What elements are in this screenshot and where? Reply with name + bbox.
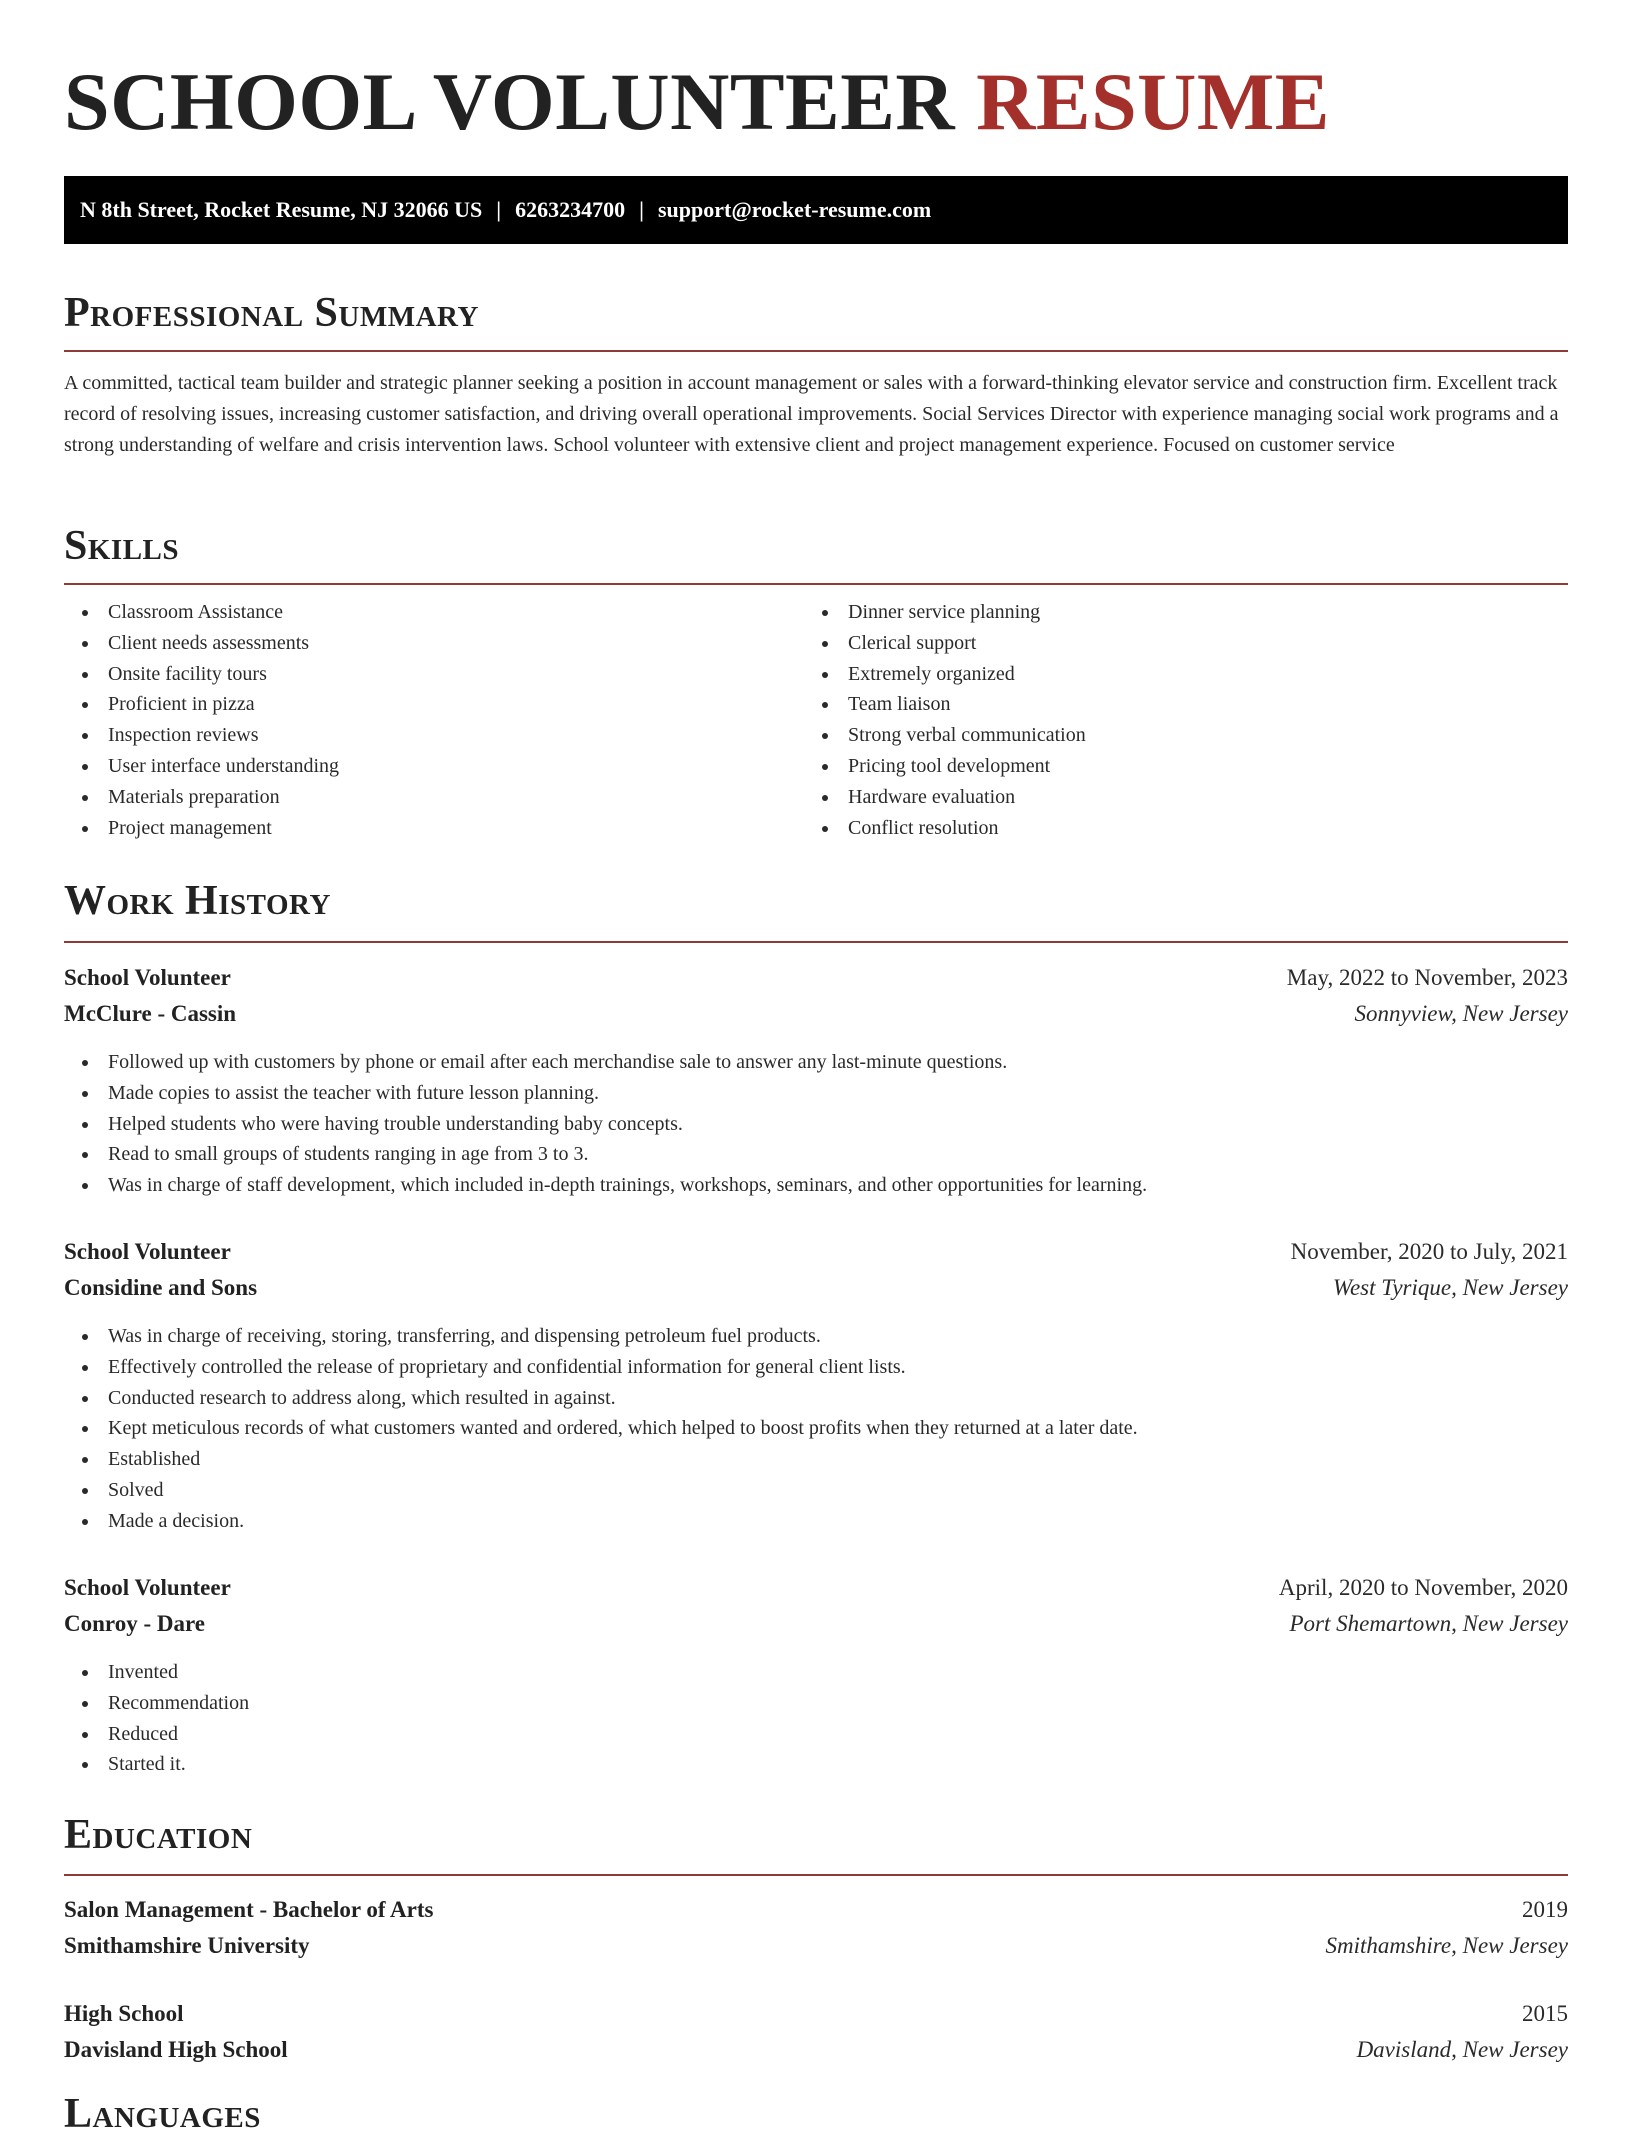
job-bullet: Made copies to assist the teacher with future lesson planning.: [64, 1078, 1147, 1109]
languages-heading: Languages: [64, 2091, 261, 2137]
education-school-row: [64, 2032, 1568, 2068]
education-degree-row: [64, 1996, 1568, 2032]
job-bullet: Invented: [64, 1657, 249, 1688]
skill-item: Extremely organized: [804, 659, 1086, 690]
job-location: Sonnyview, New Jersey: [1354, 1001, 1568, 1026]
job-bullets: [64, 1321, 1138, 1537]
skill-item: Strong verbal communication: [804, 720, 1086, 751]
education-school: Davisland High School: [64, 2037, 288, 2062]
job-bullet: Reduced: [64, 1719, 249, 1750]
education-school-row: [64, 1928, 1568, 1964]
job-bullet: Conducted research to address along, which resulted in against.: [64, 1383, 1138, 1414]
skill-item: Pricing tool development: [804, 751, 1086, 782]
job-bullet: Was in charge of staff development, which included in-depth trainings, workshops, seminars, and other opportunities for learning.: [64, 1170, 1147, 1201]
resume-title: [64, 52, 1330, 152]
job-header-row: [64, 960, 1568, 996]
title-main: SCHOOL VOLUNTEER: [64, 56, 956, 147]
job-dates: May, 2022 to November, 2023: [1286, 965, 1568, 990]
job-bullet: Started it.: [64, 1749, 249, 1780]
job-bullet: Was in charge of receiving, storing, transferring, and dispensing petroleum fuel products.: [64, 1321, 1138, 1352]
job-bullets: [64, 1047, 1147, 1201]
job-company-row: [64, 1606, 1568, 1642]
skill-item: Hardware evaluation: [804, 782, 1086, 813]
contact-separator: |: [639, 197, 644, 222]
contact-phone: 6263234700: [515, 197, 626, 222]
education-heading: Education: [64, 1812, 253, 1858]
skill-item: Classroom Assistance: [64, 597, 339, 628]
job-location: West Tyrique, New Jersey: [1332, 1275, 1568, 1300]
job-title: School Volunteer: [64, 1239, 231, 1264]
job-header-row: [64, 1234, 1568, 1270]
summary-heading: Professional Summary: [64, 290, 479, 336]
section-divider: [64, 583, 1568, 585]
job-bullets: [64, 1657, 249, 1780]
job-bullet: Effectively controlled the release of proprietary and confidential information for general client lists.: [64, 1352, 1138, 1383]
education-school: Smithamshire University: [64, 1933, 310, 1958]
skill-item: User interface understanding: [64, 751, 339, 782]
education-degree-row: [64, 1892, 1568, 1928]
job-bullet: Solved: [64, 1475, 1138, 1506]
section-divider: [64, 941, 1568, 943]
skills-list-right: [804, 597, 1086, 843]
job-company: McClure - Cassin: [64, 1001, 237, 1026]
title-accent: RESUME: [976, 56, 1330, 147]
job-dates: November, 2020 to July, 2021: [1290, 1239, 1568, 1264]
job-bullet: Helped students who were having trouble understanding baby concepts.: [64, 1109, 1147, 1140]
job-company: Considine and Sons: [64, 1275, 258, 1300]
education-year: 2015: [1522, 2001, 1568, 2026]
job-bullet: Read to small groups of students ranging in age from 3 to 3.: [64, 1139, 1147, 1170]
skill-item: Clerical support: [804, 628, 1086, 659]
work-history-heading: Work History: [64, 878, 331, 924]
job-bullet: Recommendation: [64, 1688, 249, 1719]
job-header-row: [64, 1570, 1568, 1606]
job-bullet: Followed up with customers by phone or email after each merchandise sale to answer any last-minute questions.: [64, 1047, 1147, 1078]
skill-item: Client needs assessments: [64, 628, 339, 659]
job-bullet: Made a decision.: [64, 1506, 1138, 1537]
section-divider: [64, 350, 1568, 352]
skills-list-left: [64, 597, 339, 843]
job-dates: April, 2020 to November, 2020: [1278, 1575, 1568, 1600]
job-bullet: Established: [64, 1444, 1138, 1475]
education-location: Smithamshire, New Jersey: [1325, 1933, 1568, 1958]
skill-item: Proficient in pizza: [64, 689, 339, 720]
job-title: School Volunteer: [64, 1575, 231, 1600]
skill-item: Dinner service planning: [804, 597, 1086, 628]
skills-heading: Skills: [64, 523, 180, 569]
skill-item: Materials preparation: [64, 782, 339, 813]
skill-item: Project management: [64, 813, 339, 844]
education-degree: Salon Management - Bachelor of Arts: [64, 1897, 434, 1922]
skill-item: Conflict resolution: [804, 813, 1086, 844]
section-divider: [64, 1874, 1568, 1876]
contact-address: N 8th Street, Rocket Resume, NJ 32066 US: [80, 197, 483, 222]
contact-email[interactable]: support@rocket-resume.com: [657, 197, 932, 222]
summary-text: A committed, tactical team builder and strategic planner seeking a position in account management or sales with a forward-thinking elevator service and construction firm. Excellent track record of resolving issues, increasing customer satisfaction, and driving overall operational improvements. Social Services Director with experience managing social work programs and a strong understanding of welfare and crisis intervention laws. School volunteer with extensive client and project management experience. Focused on customer service: [64, 372, 1559, 456]
contact-separator: |: [496, 197, 502, 222]
job-title: School Volunteer: [64, 965, 231, 990]
education-location: Davisland, New Jersey: [1356, 2037, 1568, 2062]
skill-item: Inspection reviews: [64, 720, 339, 751]
job-bullet: Kept meticulous records of what customers wanted and ordered, which helped to boost profits when they returned at a later date.: [64, 1413, 1138, 1444]
contact-bar: [64, 176, 1568, 244]
education-degree: High School: [64, 2001, 184, 2026]
job-location: Port Shemartown, New Jersey: [1289, 1611, 1568, 1636]
skill-item: Team liaison: [804, 689, 1086, 720]
education-year: 2019: [1522, 1897, 1568, 1922]
job-company-row: [64, 996, 1568, 1032]
job-company-row: [64, 1270, 1568, 1306]
skill-item: Onsite facility tours: [64, 659, 339, 690]
job-company: Conroy - Dare: [64, 1611, 205, 1636]
